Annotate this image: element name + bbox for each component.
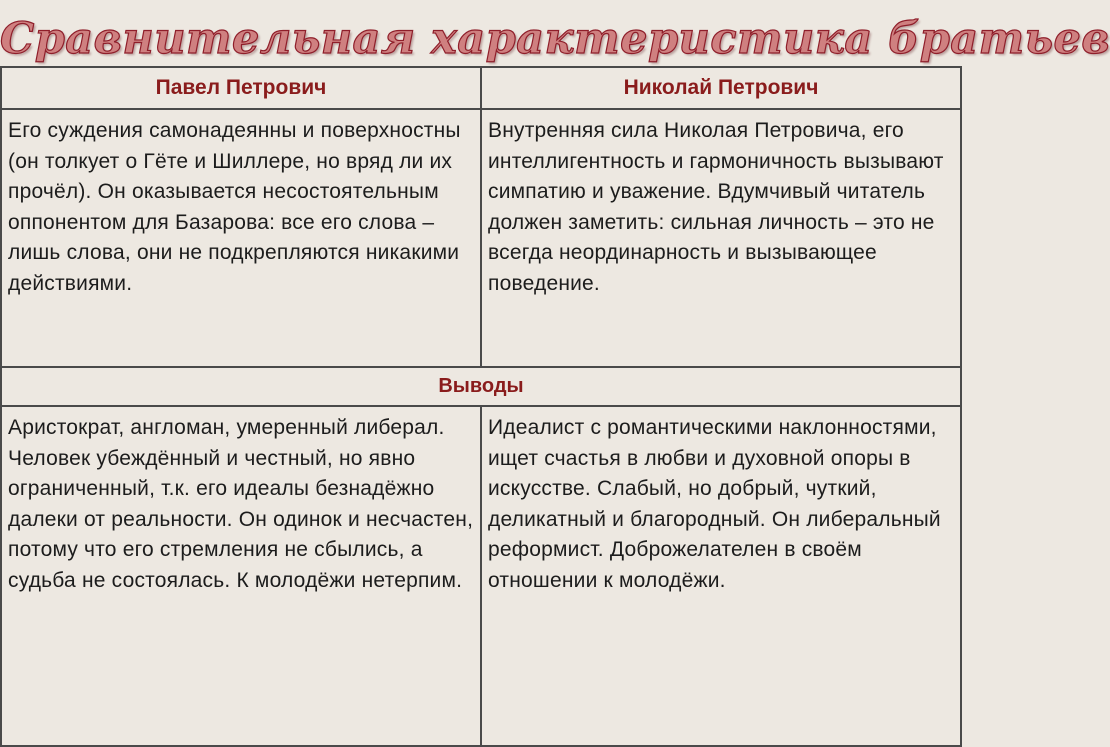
column-header-pavel: Павел Петрович (1, 67, 481, 109)
table-row (1, 406, 961, 746)
table-header-row (1, 67, 961, 109)
column-header-nikolai: Николай Петрович (481, 67, 961, 109)
conclusions-label: Выводы (1, 367, 961, 406)
nikolai-characteristic-cell: Внутренняя сила Николая Петровича, его интеллигентность и гармоничность вызывают симпатию и уважение. Вдумчивый читатель должен заметить: сильная личность – это не всегда неординарность и вызывающее поведение. (481, 109, 961, 367)
nikolai-conclusion-cell: Идеалист с романтическими наклонностями, ищет счастья в любви и духовной опоры в искусстве. Слабый, но добрый, чуткий, деликатный и благородный. Он либеральный реформист. Доброжелателен в своём отношении к молодёжи. (481, 406, 961, 746)
conclusions-section-row (1, 367, 961, 406)
pavel-characteristic-cell: Его суждения самонадеянны и поверхностны (он толкует о Гёте и Шиллере, но вряд ли их прочёл). Он оказывается несостоятельным оппонентом для Базарова: все его слова – лишь слова, они не подкрепляются никакими действиями. (1, 109, 481, 367)
table-row (1, 109, 961, 367)
comparison-table (0, 66, 962, 747)
pavel-conclusion-cell: Аристократ, англоман, умеренный либерал. Человек убеждённый и честный, но явно ограниченный, т.к. его идеалы безнадёжно далеки от реальности. Он одинок и несчастен, потому что его стремления не сбылись, а судьба не состоялась. К молодёжи нетерпим. (1, 406, 481, 746)
slide-title: Сравнительная характеристика братьев (0, 14, 1110, 64)
